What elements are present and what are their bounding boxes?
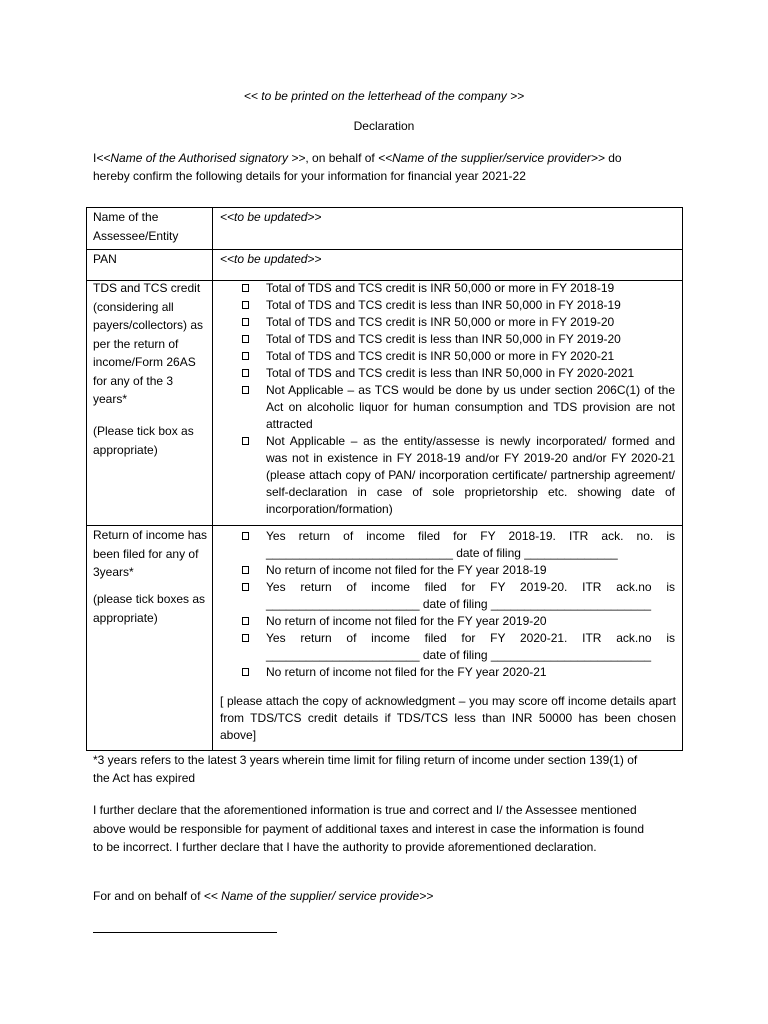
tds-option: Total of TDS and TCS credit is less than INR 50,000 in FY 2018-19 [266,298,621,312]
return-option: No return of income not filed for the FY year 2019-20 [266,614,547,628]
tds-checkbox[interactable] [242,301,249,309]
details-table [86,207,683,751]
intro-middle: , on behalf of [305,151,379,165]
page-title-text: Declaration [353,119,415,133]
return-checkbox[interactable] [242,617,249,625]
assessee-label: Name of the Assessee/Entity [93,210,179,243]
tds-checkbox[interactable] [242,318,249,326]
tds-checkbox[interactable] [242,284,249,292]
return-checkbox[interactable] [242,634,249,642]
tds-checkbox[interactable] [242,335,249,343]
tds-option: Total of TDS and TCS credit is INR 50,000 or more in FY 2018-19 [266,281,615,295]
tds-option: Not Applicable – as the entity/assesse is newly incorporated/ formed and was not in existence in FY 2018-19 and/or FY 2019-20 and/or FY 2020-21 (please attach copy of PAN/ incorporation certificate/ partnership agreement/ self-declaration in case of sole proprietorship etc. showing date of incorporation/formation) [266,434,675,516]
intro-line-2: hereby confirm the following details for your information for financial year 2021-22 [93,169,526,183]
return-label: Return of income has been filed for any of 3years* [93,528,208,579]
further-declaration: I further declare that the aforementioned information is true and correct and I/ the Assessee mentioned above would be responsible for payment of additional taxes and interest in case the information is found to be incorrect. I further declare that I have the authority to provide aforementioned declaration. [93,803,645,854]
tds-checkbox[interactable] [242,352,249,360]
signature-line [93,932,277,933]
return-option: Yes return of income filed for FY 2018-19. ITR ack. no. is ____________________________ date of filing ______________ [266,529,675,560]
intro-prefix: I [93,151,97,165]
assessee-value: <<to be updated>> [220,210,322,224]
return-checkbox[interactable] [242,583,249,591]
return-hint: (please tick boxes as appropriate) [93,592,206,625]
tds-option: Total of TDS and TCS credit is less than INR 50,000 in FY 2020-2021 [266,366,635,380]
supplier-name-placeholder: << Name of the supplier/ service provide>> [203,889,434,903]
tds-option: Total of TDS and TCS credit is INR 50,000 or more in FY 2019-20 [266,315,615,329]
table-column-divider [212,208,213,750]
tds-option: Not Applicable – as TCS would be done by us under section 206C(1) of the Act on alcoholic liquor for human consumption and TDS provision are not attracted [266,383,675,431]
tds-option: Total of TDS and TCS credit is less than INR 50,000 in FY 2019-20 [266,332,621,346]
tds-checkbox[interactable] [242,437,249,445]
tds-checkbox[interactable] [242,386,249,394]
tds-checkbox[interactable] [242,369,249,377]
supplier-placeholder: <<Name of the supplier/service provider>> [378,151,605,165]
signature-prefix: For and on behalf of [93,889,204,903]
return-checkbox[interactable] [242,668,249,676]
signature-caption [93,888,433,905]
pan-value: <<to be updated>> [220,252,322,266]
return-note: [ please attach the copy of acknowledgment – you may score off income details apart from TDS/TCS credit details if TDS/TCS less than INR 50000 has been chosen above] [220,694,676,742]
signatory-placeholder: <<Name of the Authorised signatory >> [96,151,306,165]
tds-option: Total of TDS and TCS credit is INR 50,000 or more in FY 2020-21 [266,349,615,363]
tds-label: TDS and TCS credit (considering all payers/collectors) as per the return of income/Form 26AS for any of the 3 years* [93,281,204,406]
return-checkbox[interactable] [242,566,249,574]
letterhead-note: << to be printed on the letterhead of the company >> [243,89,525,103]
return-checkbox[interactable] [242,532,249,540]
intro-line-1 [93,150,622,167]
return-option: Yes return of income filed for FY 2019-20. ITR ack.no is _______________________ date of filing ________________________ [266,580,675,611]
tds-hint: (Please tick box as appropriate) [93,424,194,457]
return-option: Yes return of income filed for FY 2020-21. ITR ack.no is _______________________ date of filing ________________________ [266,631,675,662]
return-option: No return of income not filed for the FY year 2018-19 [266,563,547,577]
return-option: No return of income not filed for the FY year 2020-21 [266,665,547,679]
page-title [0,118,768,135]
footnote: *3 years refers to the latest 3 years wherein time limit for filing return of income under section 139(1) of the Act has expired [93,753,638,785]
pan-label: PAN [93,252,117,266]
intro-suffix: do [604,151,622,165]
